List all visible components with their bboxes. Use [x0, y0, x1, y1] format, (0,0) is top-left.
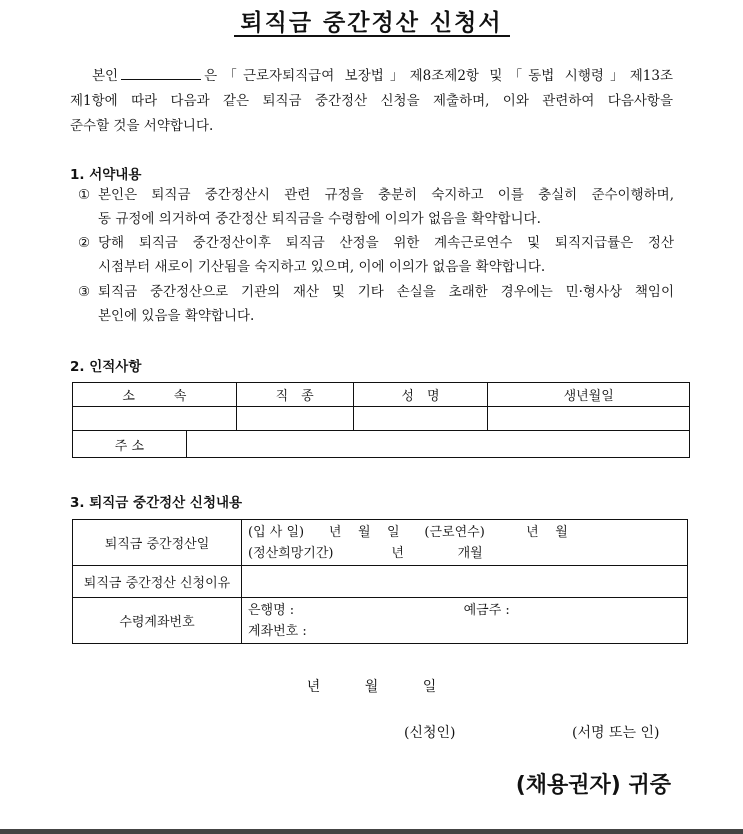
account-number-line: 계좌번호 :: [248, 623, 307, 639]
job-type-field[interactable]: [236, 407, 353, 431]
birthdate-field[interactable]: [488, 407, 690, 431]
pledge-item-1: [78, 184, 674, 231]
name-blank[interactable]: [121, 67, 201, 80]
name-field[interactable]: [353, 407, 488, 431]
hire-date-line: (입 사 일) 년 월 일 (근로연수) 년 월: [248, 524, 568, 540]
department-field[interactable]: [73, 407, 237, 431]
header-birthdate: 생년월일: [488, 383, 690, 407]
address-field[interactable]: [186, 431, 689, 458]
address-label: 주 소: [73, 431, 187, 458]
applicant-label: (신청인): [404, 725, 456, 741]
intro-line-3: 준수할 것을 서약합니다.: [70, 118, 214, 134]
settlement-date-label: 퇴직금 중간정산일: [73, 520, 242, 566]
reason-field[interactable]: [242, 566, 688, 598]
table-row: [73, 407, 690, 431]
header-department: 소 속: [73, 383, 237, 407]
section3-heading: 3. 퇴직금 중간정산 신청내용: [70, 495, 243, 511]
signature-label[interactable]: (서명 또는 인): [572, 725, 660, 741]
bank-line: 은행명 : 예금주 :: [248, 602, 510, 618]
page-title: 퇴직금 중간정산 신청서: [240, 10, 503, 36]
settlement-date-field[interactable]: [242, 520, 688, 566]
intro-prefix: 본인: [92, 68, 119, 84]
table-row: [73, 598, 688, 644]
section1-heading: 1. 서약내용: [70, 167, 142, 183]
intro-line-2: 제1항에 따라 다음과 같은 퇴직금 중간정산 신청을 제출하며, 이와 관련하여 다음사항을: [70, 93, 673, 109]
table-row: [73, 520, 688, 566]
bottom-divider: [0, 829, 743, 834]
pledge-item-text: 동 규정에 의거하여 중간정산 퇴직금을 수령함에 이의가 없음을 확약합니다.: [98, 210, 541, 227]
pledge-item-text: 본인에 있음을 확약합니다.: [98, 307, 255, 324]
title-underline: [234, 35, 510, 37]
pledge-item-3: [78, 281, 674, 328]
pledge-item-2: [78, 232, 674, 279]
reason-label: 퇴직금 중간정산 신청이유: [73, 566, 242, 598]
table-row: [73, 566, 688, 598]
pledge-item-text: 퇴직금 중간정산으로 기관의 재산 및 기타 손실을 초래한 경우에는 민·형사상 책임이: [98, 284, 674, 300]
intro-line-1: [70, 64, 673, 89]
header-job-type: 직 종: [236, 383, 353, 407]
header-name: 성 명: [353, 383, 488, 407]
account-label: 수령계좌번호: [73, 598, 242, 644]
pledge-item-number: ③: [78, 284, 91, 300]
table-row: [73, 383, 690, 407]
pledge-item-number: ②: [78, 235, 91, 251]
pledge-item-number: ①: [78, 187, 91, 203]
table-row: [73, 431, 690, 458]
account-field[interactable]: [242, 598, 688, 644]
application-table: [72, 519, 688, 644]
pledge-item-text: 당해 퇴직금 중간정산이후 퇴직금 산정을 위한 계속근로연수 및 퇴직지급률은 정산: [98, 235, 674, 251]
pledge-item-text: 본인은 퇴직금 중간정산시 관련 규정을 충분히 숙지하고 이를 충실히 준수이행하며,: [98, 187, 674, 203]
section2-heading: 2. 인적사항: [70, 359, 142, 375]
intro-paragraph: [70, 64, 673, 139]
addressee: (채용권자) 귀중: [515, 773, 671, 798]
pledge-item-text: 시점부터 새로이 기산됨을 숙지하고 있으며, 이에 이의가 없음을 확약합니다.: [98, 258, 546, 275]
personal-info-table: [72, 382, 690, 458]
settlement-period-line: (정산희망기간) 년 개월: [248, 545, 483, 561]
intro-suffix: 은「근로자퇴직급여 보장법」제8조제2항 및「동법 시행령」제13조: [204, 68, 673, 84]
date-line: 년 월 일: [306, 679, 437, 695]
